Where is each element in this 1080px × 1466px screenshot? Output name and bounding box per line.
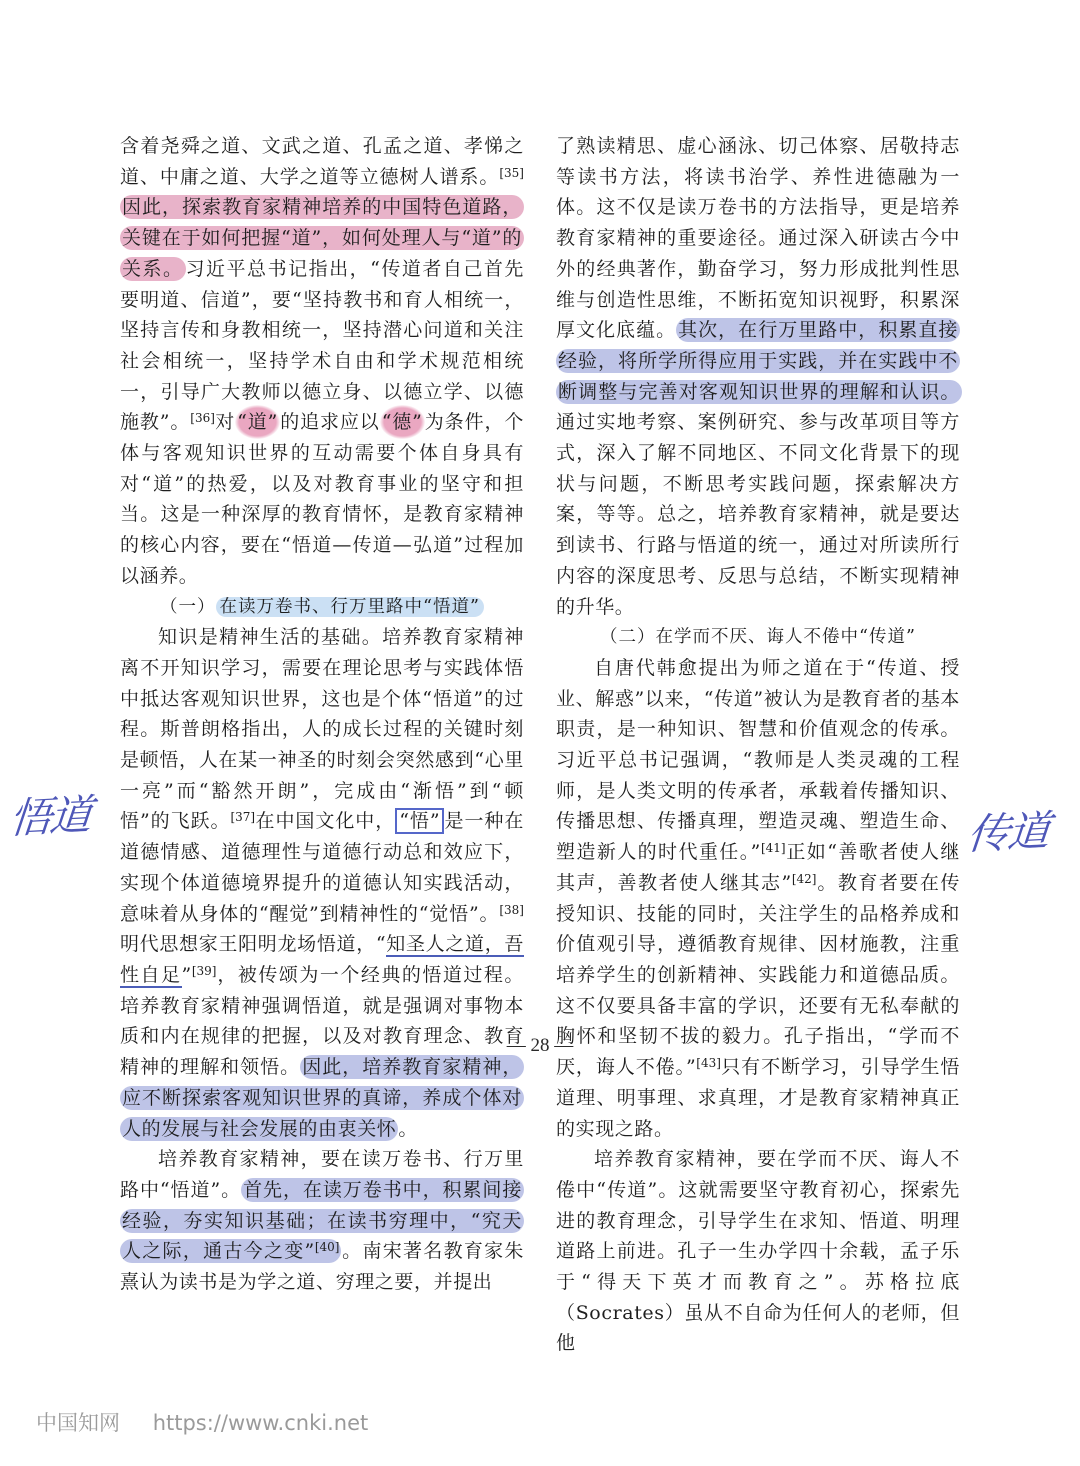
body-text: 自唐代韩愈提出为师之道在于“传道、授业、解惑”以来，“传道”被认为是教育者的基本职责，是一种知识、智慧和价值观念的传承。习近平总书记强调，“教师是人类灵魂的工程师，是人类文明的传承者，承载着传播知识、传播思想、传播真理，塑造灵魂、塑造生命、塑造新人的时代重任。”	[556, 656, 960, 864]
right-column	[556, 131, 960, 1359]
citation-ref[interactable]: [35]	[499, 165, 524, 180]
body-text: 明代思想家王阳明龙场悟道，“	[120, 933, 387, 956]
citation-ref[interactable]: [36]	[190, 411, 215, 426]
subheading-chuandao: （二）在学而不厌、诲人不倦中“传道”	[600, 627, 916, 648]
body-text: ，被传颂为一个经典的悟道过程。培养教育家精神强调悟道，就是强调对事物本质和内在规律的把握，以及对教育理念、教育精神的理解和领悟。	[120, 963, 524, 1079]
body-text: 的追求应以	[279, 411, 380, 434]
circled-dao-mark: “道”	[235, 405, 280, 439]
body-text: 。教育者要在传授知识、技能的同时，关注学生的品格养成和价值观引导，遵循教育规律、因材施教，注重培养学生的创新精神、实践能力和道德品质。这不仅要具备丰富的学识，还要有无私奉献的胸怀和坚韧不拔的毅力。孔子指出，“学而不厌，诲人不倦。”	[556, 871, 960, 1079]
boxed-wu-mark: “悟”	[395, 808, 444, 834]
paragraph	[120, 622, 524, 1144]
body-text: 。南宋著名教育家朱熹认为读书是为学之道、穷理之要，并提出	[120, 1240, 525, 1294]
underlined-quote: 知圣人之道，吾性自足	[120, 933, 524, 986]
pink-highlight: 因此，探索教育家精神培养的中国特色道路，关键在于如何把握“道”，如何处理人与“道”的关系。	[122, 196, 522, 280]
body-text: 含着尧舜之道、文武之道、孔孟之道、孝悌之道、中庸之道、大学之道等立德树人谱系。	[120, 135, 524, 188]
body-text: 知识是精神生活的基础。培养教育家精神离不开知识学习，需要在理论思考与实践体悟中抵达客观知识世界，这也是个体“悟道”的过程。斯普朗格指出，人的成长过程的关键时刻是顿悟，人在某一神圣的时刻会突然感到“心里一亮”而“豁然开朗”，完成由“渐悟”到“顿悟”的飞跃。	[120, 626, 524, 833]
highlight-text: 首先，在读万卷书中，积累间接经验，夯实知识基础；在读书穷理中，“究天人之际，通古今之变”	[122, 1178, 522, 1263]
body-text: 习近平总书记指出，“传道者自己首先要明道、信道”，要“坚持教书和育人相统一，坚持言传和身教相统一，坚持潜心问道和关注社会相统一，坚持学术自由和学术规范相统一，引导广大教师以德立身、以德立学、以德施教”。	[120, 257, 524, 434]
page-number: — 28 —	[506, 1035, 574, 1056]
body-text: 在中国文化中，	[255, 810, 396, 833]
watermark-url: https://www.cnki.net	[152, 1411, 369, 1435]
left-column	[120, 131, 524, 1298]
blue-highlight: 其次，在行万里路中，积累直接经验，将所学所得应用于实践，并在实践中不断调整与完善对客观知识世界的理解和认识。	[558, 319, 960, 403]
body-text: 只有不断学习，引导学生悟道理、明事理、求真理，才是教育家精神真正的实现之路。	[556, 1056, 961, 1140]
paragraph	[120, 131, 524, 592]
citation-ref[interactable]: [37]	[230, 810, 256, 825]
citation-ref[interactable]: [39]	[191, 963, 217, 978]
handwritten-note-chuandao: 传道	[965, 805, 1051, 860]
blue-highlight: 因此，培养教育家精神，应不断探索客观知识世界的真谛，养成个体对人的发展与社会发展的由衷关怀	[122, 1056, 522, 1140]
body-text: 通过实地考察、案例研究、参与改革项目等方式，深入了解不同地区、不同文化背景下的现状与问题，不断思考实践问题，探索解决方案，等等。总之，培养教育家精神，就是要达到读书、行路与悟道的统一，通过对所读所行内容的深度思考、反思与总结，不断实现精神的升华。	[556, 411, 960, 618]
cnki-watermark	[36, 1407, 394, 1437]
body-text: 对	[214, 411, 236, 434]
body-text: 培养教育家精神，要在读万卷书、行万里路中“悟道”。	[120, 1148, 524, 1201]
circled-de-mark: “德”	[380, 405, 425, 439]
subheading-text: 在读万卷书、行万里路中“悟道”	[216, 597, 484, 617]
citation-ref[interactable]: [43]	[696, 1056, 721, 1071]
body-text: 了熟读精思、虚心涵泳、切己体察、居敬持志等读书方法，将读书治学、养性进德融为一体。这不仅是读万卷书的方法指导，更是培养教育家精神的重要途径。通过深入研读古今中外的经典著作，勤奋学习，努力形成批判性思维与创造性思维，不断拓宽知识视野，积累深厚文化底蕴。	[556, 135, 960, 342]
handwritten-note-wudao: 悟道	[7, 789, 93, 844]
paragraph	[556, 131, 960, 622]
paragraph: 培养教育家精神，要在学而不厌、诲人不倦中“传道”。这就需要坚守教育初心，探索先进的教育理念，引导学生在求知、悟道、明理道路上前进。孔子一生办学四十余载，孟子乐于“得天下英才而教育之”。苏格拉底（Socrates）虽从不自命为任何人的老师，但他	[556, 1148, 960, 1355]
watermark-brand: 中国知网	[36, 1411, 120, 1435]
citation-ref[interactable]: [42]	[791, 871, 817, 886]
body-text: ”	[181, 963, 192, 986]
paragraph	[120, 1144, 524, 1298]
subheading-wudao	[120, 592, 524, 623]
body-text: 正如“善歌者使人继其声，善教者使人继其志”	[556, 841, 960, 894]
subheading-number: （一）	[160, 596, 216, 617]
body-text: 。	[398, 1117, 419, 1140]
citation-ref[interactable]: [40]	[314, 1240, 340, 1255]
citation-ref[interactable]: [41]	[760, 841, 786, 856]
citation-ref[interactable]: [38]	[499, 902, 524, 917]
body-text: 是一种在道德情感、道德理性与道德行动总和效应下，实现个体道德境界提升的道德认知实践活动，意味着从身体的“醒觉”到精神性的“觉悟”。	[120, 810, 524, 925]
body-text: 为条件，个体与客观知识世界的互动需要个体自身具有对“道”的热爱，以及对教育事业的坚守和担当。这是一种深厚的教育情怀，是教育家精神的核心内容，要在“悟道—传道—弘道”过程加以涵养。	[120, 411, 524, 587]
paragraph	[556, 653, 960, 1144]
